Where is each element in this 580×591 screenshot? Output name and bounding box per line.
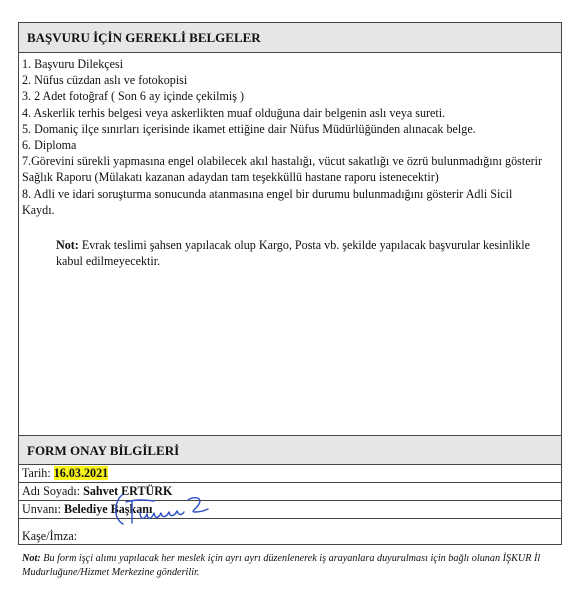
signature-image <box>110 492 240 526</box>
document-item-6: 6. Diploma <box>22 138 77 153</box>
footer-note <box>22 552 567 580</box>
date-value: 16.03.2021 <box>53 466 109 480</box>
document-item-2: 2. Nüfus cüzdan aslı ve fotokopisi <box>22 73 188 88</box>
document-item-4: 4. Askerlik terhis belgesi veya askerlikten muaf olduğuna dair belgenin aslı veya sureti. <box>22 105 446 120</box>
footer-note-label: Not: <box>22 553 41 564</box>
submission-note <box>56 237 543 269</box>
title-label: Unvanı: <box>22 502 61 516</box>
title-row <box>19 501 561 519</box>
submission-note-label: Not: <box>56 238 79 253</box>
submission-note-text: Evrak teslimi şahsen yapılacak olup Kargo, Posta vb. şekilde yapılacak başvurular kesinlikle kabul edilmeyecektir. <box>56 238 531 269</box>
document-item-5: 5. Domaniç ilçe sınırları içerisinde ikamet ettiğine dair Nüfus Müdürlüğünden alınacak belge. <box>22 121 476 136</box>
title-value: Belediye Başkanı <box>64 502 153 516</box>
date-row <box>19 465 561 483</box>
required-documents-list <box>19 53 561 218</box>
footer-note-text: Bu form işçi alımı yapılacak her meslek için ayrı ayrı düzenlenerek iş arayanlara duyurulması için bağlı olunan İŞKUR İl Mudurluğune/Hizmet Merkezine gönderilir. <box>22 553 541 578</box>
date-label: Tarih: <box>22 466 51 480</box>
stamp-signature-label: Kaşe/İmza: <box>22 529 78 543</box>
form-approval-section <box>19 435 561 553</box>
name-value: Sahvet ERTÜRK <box>83 484 173 498</box>
application-form <box>18 22 562 545</box>
required-documents-header: BAŞVURU İÇİN GEREKLİ BELGELER <box>19 23 561 53</box>
name-row <box>19 483 561 501</box>
document-item-3: 3. 2 Adet fotoğraf ( Son 6 ay içinde çekilmiş ) <box>22 89 245 104</box>
stamp-signature-row <box>19 519 561 553</box>
document-item-8: 8. Adli ve idari soruşturma sonucunda atanmasına engel bir durumu bulunmadığını gösterir Adli Sicil Kaydı. <box>22 186 513 217</box>
name-label: Adı Soyadı: <box>22 484 81 498</box>
form-approval-header: FORM ONAY BİLGİLERİ <box>19 435 561 465</box>
document-item-1: 1. Başvuru Dilekçesi <box>22 57 124 71</box>
document-item-7: 7.Görevini sürekli yapmasına engel olabilecek akıl hastalığı, vücut sakatlığı ve özrü bulunmadığını gösterir Sağlık Raporu (Mülakatı kazanan adaydan tam teşekküllü hastane raporu istenecektir) <box>22 154 542 185</box>
